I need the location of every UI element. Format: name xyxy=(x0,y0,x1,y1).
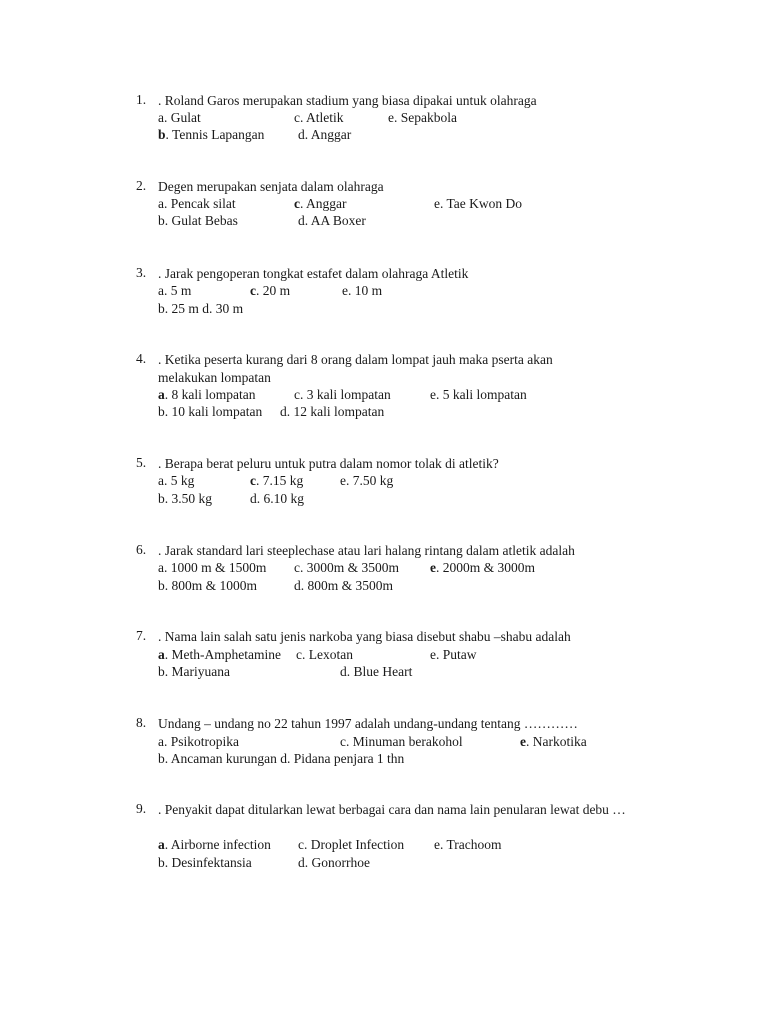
option-e: e. 7.50 kg xyxy=(340,473,394,488)
option-c: c. 3000m & 3500m xyxy=(294,560,400,575)
option-c: c. Atletik xyxy=(294,110,344,125)
option-d: d. 6.10 kg xyxy=(250,491,304,506)
option-c: c. 20 m xyxy=(250,283,291,298)
option-a: a. 5 m xyxy=(158,283,192,298)
option-b-d: b. 25 m d. 30 m xyxy=(158,301,244,316)
option-c: c. Minuman berakohol xyxy=(340,734,463,749)
question-number: 5. xyxy=(136,455,147,470)
question-number: 1. xyxy=(136,92,147,107)
option-c: c. 3 kali lompatan xyxy=(294,387,391,402)
option-d: d. 12 kali lompatan xyxy=(280,404,385,419)
question-stem: Degen merupakan senjata dalam olahraga xyxy=(158,179,384,194)
question-stem: . Roland Garos merupakan stadium yang biasa dipakai untuk olahraga xyxy=(158,93,537,108)
option-a: a. Meth-Amphetamine xyxy=(158,647,281,662)
option-c: c. Anggar xyxy=(294,196,347,211)
option-b: b. Tennis Lapangan xyxy=(158,127,265,142)
option-e: e. 5 kali lompatan xyxy=(430,387,527,402)
option-d: d. Gonorrhoe xyxy=(298,855,370,870)
question-stem: . Penyakit dapat ditularkan lewat berbagai cara dan nama lain penularan lewat debu … xyxy=(158,802,626,817)
option-a: a. Airborne infection xyxy=(158,837,271,852)
option-c: c. 7.15 kg xyxy=(250,473,304,488)
option-a: a. Gulat xyxy=(158,110,201,125)
question-number: 8. xyxy=(136,715,147,730)
question-stem: . Jarak pengoperan tongkat estafet dalam olahraga Atletik xyxy=(158,266,469,281)
option-e: e. Sepakbola xyxy=(388,110,457,125)
option-d: d. AA Boxer xyxy=(298,213,366,228)
option-d: d. 800m & 3500m xyxy=(294,578,394,593)
option-e: e. 2000m & 3000m xyxy=(430,560,536,575)
option-c: c. Lexotan xyxy=(296,647,353,662)
option-e: e. 10 m xyxy=(342,283,383,298)
option-b: b. 800m & 1000m xyxy=(158,578,258,593)
option-b: b. 10 kali lompatan xyxy=(158,404,263,419)
question-stem: . Ketika peserta kurang dari 8 orang dalam lompat jauh maka pserta akan melakukan lompatan xyxy=(158,352,553,385)
question-number: 6. xyxy=(136,542,147,557)
question-number: 7. xyxy=(136,628,147,643)
question-number: 2. xyxy=(136,178,147,193)
question-stem: . Nama lain salah satu jenis narkoba yang biasa disebut shabu –shabu adalah xyxy=(158,629,571,644)
option-d: d. Anggar xyxy=(298,127,352,142)
question-number: 9. xyxy=(136,801,147,816)
question-stem: Undang – undang no 22 tahun 1997 adalah undang-undang tentang ………… xyxy=(158,716,578,731)
question-number: 3. xyxy=(136,265,147,280)
question-stem: . Berapa berat peluru untuk putra dalam nomor tolak di atletik? xyxy=(158,456,499,471)
option-a: a. Psikotropika xyxy=(158,734,240,749)
option-a: a. 8 kali lompatan xyxy=(158,387,256,402)
option-b: b. Desinfektansia xyxy=(158,855,252,870)
option-b: b. 3.50 kg xyxy=(158,491,212,506)
option-d: d. Blue Heart xyxy=(340,664,413,679)
option-a: a. 5 kg xyxy=(158,473,195,488)
option-b: b. Gulat Bebas xyxy=(158,213,238,228)
option-e: e. Narkotika xyxy=(520,734,587,749)
option-e: e. Putaw xyxy=(430,647,477,662)
option-a: a. 1000 m & 1500m xyxy=(158,560,267,575)
question-number: 4. xyxy=(136,351,147,366)
option-e: e. Tae Kwon Do xyxy=(434,196,523,211)
option-c: c. Droplet Infection xyxy=(298,837,405,852)
question-stem: . Jarak standard lari steeplechase atau lari halang rintang dalam atletik adalah xyxy=(158,543,575,558)
option-e: e. Trachoom xyxy=(434,837,502,852)
option-b-d: b. Ancaman kurungan d. Pidana penjara 1 thn xyxy=(158,751,405,766)
option-a: a. Pencak silat xyxy=(158,196,236,211)
option-b: b. Mariyuana xyxy=(158,664,230,679)
